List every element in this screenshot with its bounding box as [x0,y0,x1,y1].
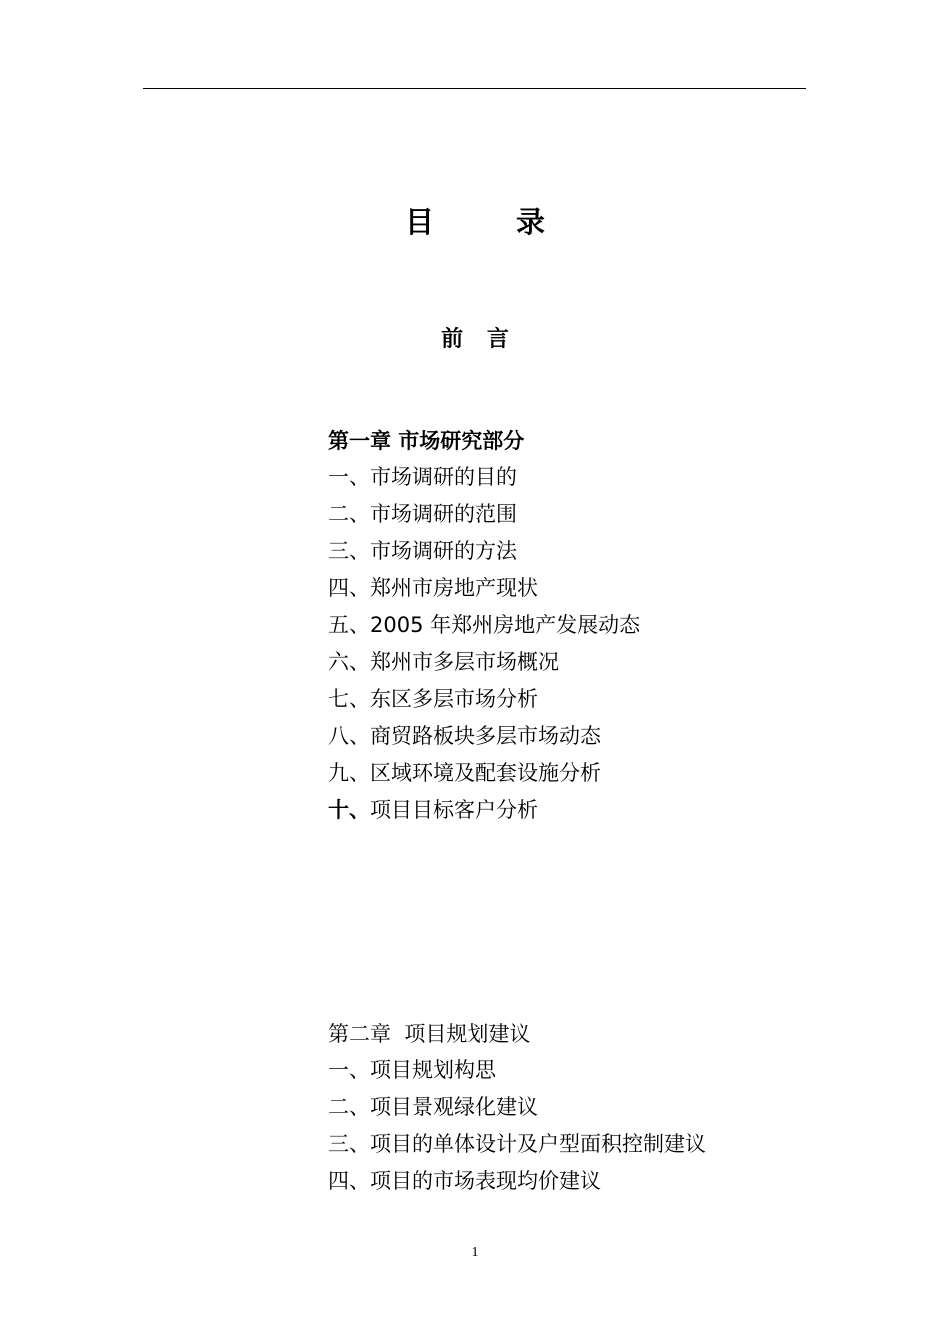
toc-item [328,1052,706,1089]
toc-item-number: 八、 [328,724,370,748]
toc-item [328,1089,706,1126]
toc-item-text: 商贸路板块多层市场动态 [370,724,601,748]
toc-item [328,607,640,644]
chapter-2-section [328,1016,706,1200]
toc-item-number: 七、 [328,687,370,711]
toc-item-text: 项目的单体设计及户型面积控制建议 [370,1132,706,1156]
toc-item [328,570,640,607]
toc-item-number: 三、 [328,539,370,563]
toc-item [328,792,640,829]
preface-heading: 前 言 [441,327,517,352]
toc-item-text: 项目目标客户分析 [370,798,538,822]
toc-item-text: 项目的市场表现均价建议 [370,1169,601,1193]
toc-item-text: 市场调研的目的 [370,465,517,489]
toc-item-text: 2005 年郑州房地产发展动态 [370,613,641,637]
toc-item [328,496,640,533]
toc-item-number: 二、 [328,502,370,526]
toc-item-text: 区域环境及配套设施分析 [370,761,601,785]
toc-item [328,644,640,681]
toc-item-number: 三、 [328,1132,370,1156]
toc-item-text: 项目规划构思 [370,1058,496,1082]
toc-item-number: 四、 [328,1169,370,1193]
page-number: 1 [471,1245,479,1260]
toc-item-number: 十、 [328,798,370,822]
toc-item [328,1126,706,1163]
toc-item [328,681,640,718]
toc-item-number: 四、 [328,576,370,600]
toc-item-text: 市场调研的范围 [370,502,517,526]
header-rule [143,88,806,89]
toc-item-text: 郑州市房地产现状 [370,576,538,600]
toc-item [328,718,640,755]
toc-item [328,533,640,570]
toc-item-number: 九、 [328,761,370,785]
chapter-2-heading: 第二章 项目规划建议 [328,1022,531,1046]
toc-item-number: 二、 [328,1095,370,1119]
toc-item [328,755,640,792]
toc-item-text: 项目景观绿化建议 [370,1095,538,1119]
chapter-1-section [328,423,640,829]
toc-item [328,459,640,496]
toc-item-text: 市场调研的方法 [370,539,517,563]
toc-item [328,1163,706,1200]
toc-item-number: 一、 [328,465,370,489]
toc-item-number: 一、 [328,1058,370,1082]
toc-item-number: 六、 [328,650,370,674]
chapter-1-heading: 第一章 市场研究部分 [328,429,525,453]
toc-title: 目 录 [404,205,582,239]
toc-item-text: 东区多层市场分析 [370,687,538,711]
toc-item-number: 五、 [328,613,370,637]
toc-item-text: 郑州市多层市场概况 [370,650,559,674]
